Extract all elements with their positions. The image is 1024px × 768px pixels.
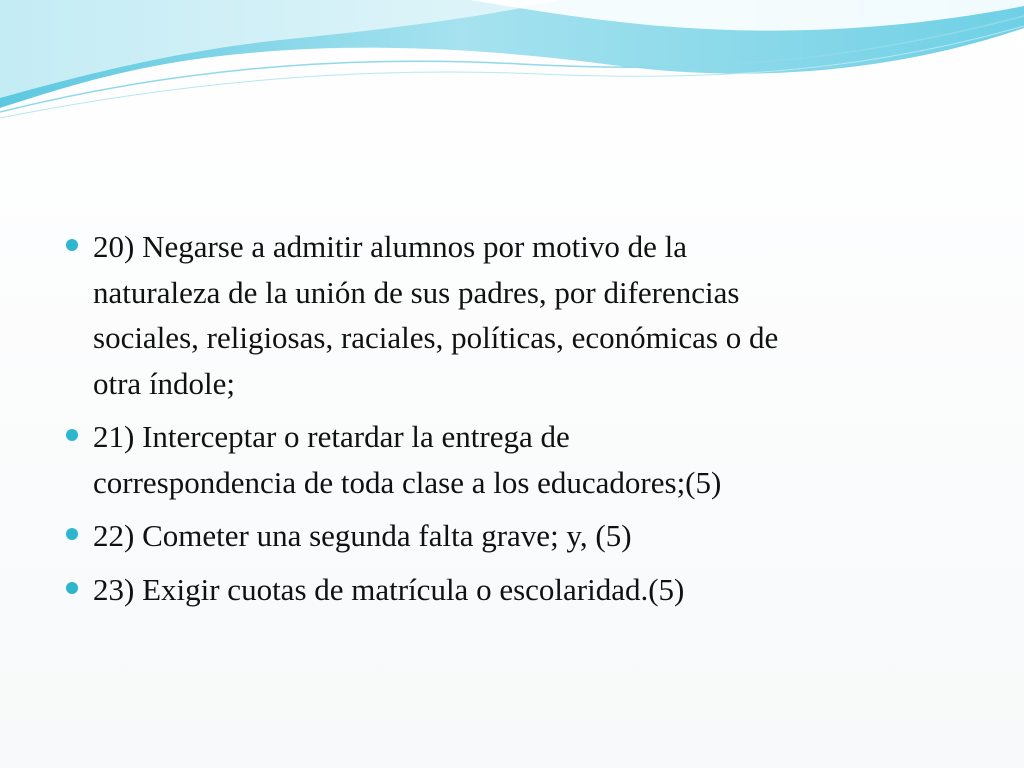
bullet-item-22 <box>62 513 962 559</box>
bullet-21-line-2: correspondencia de toda clase a los educadores;(5) <box>93 464 722 500</box>
bullet-20-line-1: 20) Negarse a admitir alumnos por motivo de la <box>93 229 688 264</box>
bullet-content <box>62 224 962 620</box>
bullet-item-20 <box>62 224 962 406</box>
bullet-20-line-4: otra índole; <box>93 365 236 401</box>
bullet-20-line-3: sociales, religiosas, raciales, políticas, económicas o de <box>93 320 779 355</box>
bullet-dot-icon <box>66 429 78 441</box>
bullet-22-line-1: 22) Cometer una segunda falta grave; y, (5) <box>93 518 632 553</box>
bullet-dot-icon <box>66 528 78 540</box>
bullet-21-line-1: 21) Interceptar o retardar la entrega de <box>93 419 570 454</box>
bullet-list <box>62 224 962 612</box>
header-wave-decoration <box>0 0 1024 130</box>
bullet-dot-icon <box>66 582 78 594</box>
bullet-item-21 <box>62 414 962 505</box>
bullet-item-23 <box>62 567 962 613</box>
bullet-dot-icon <box>66 239 78 251</box>
bullet-20-line-2: naturaleza de la unión de sus padres, por diferencias <box>93 274 740 310</box>
bullet-23-line-1: 23) Exigir cuotas de matrícula o escolaridad.(5) <box>93 571 685 607</box>
